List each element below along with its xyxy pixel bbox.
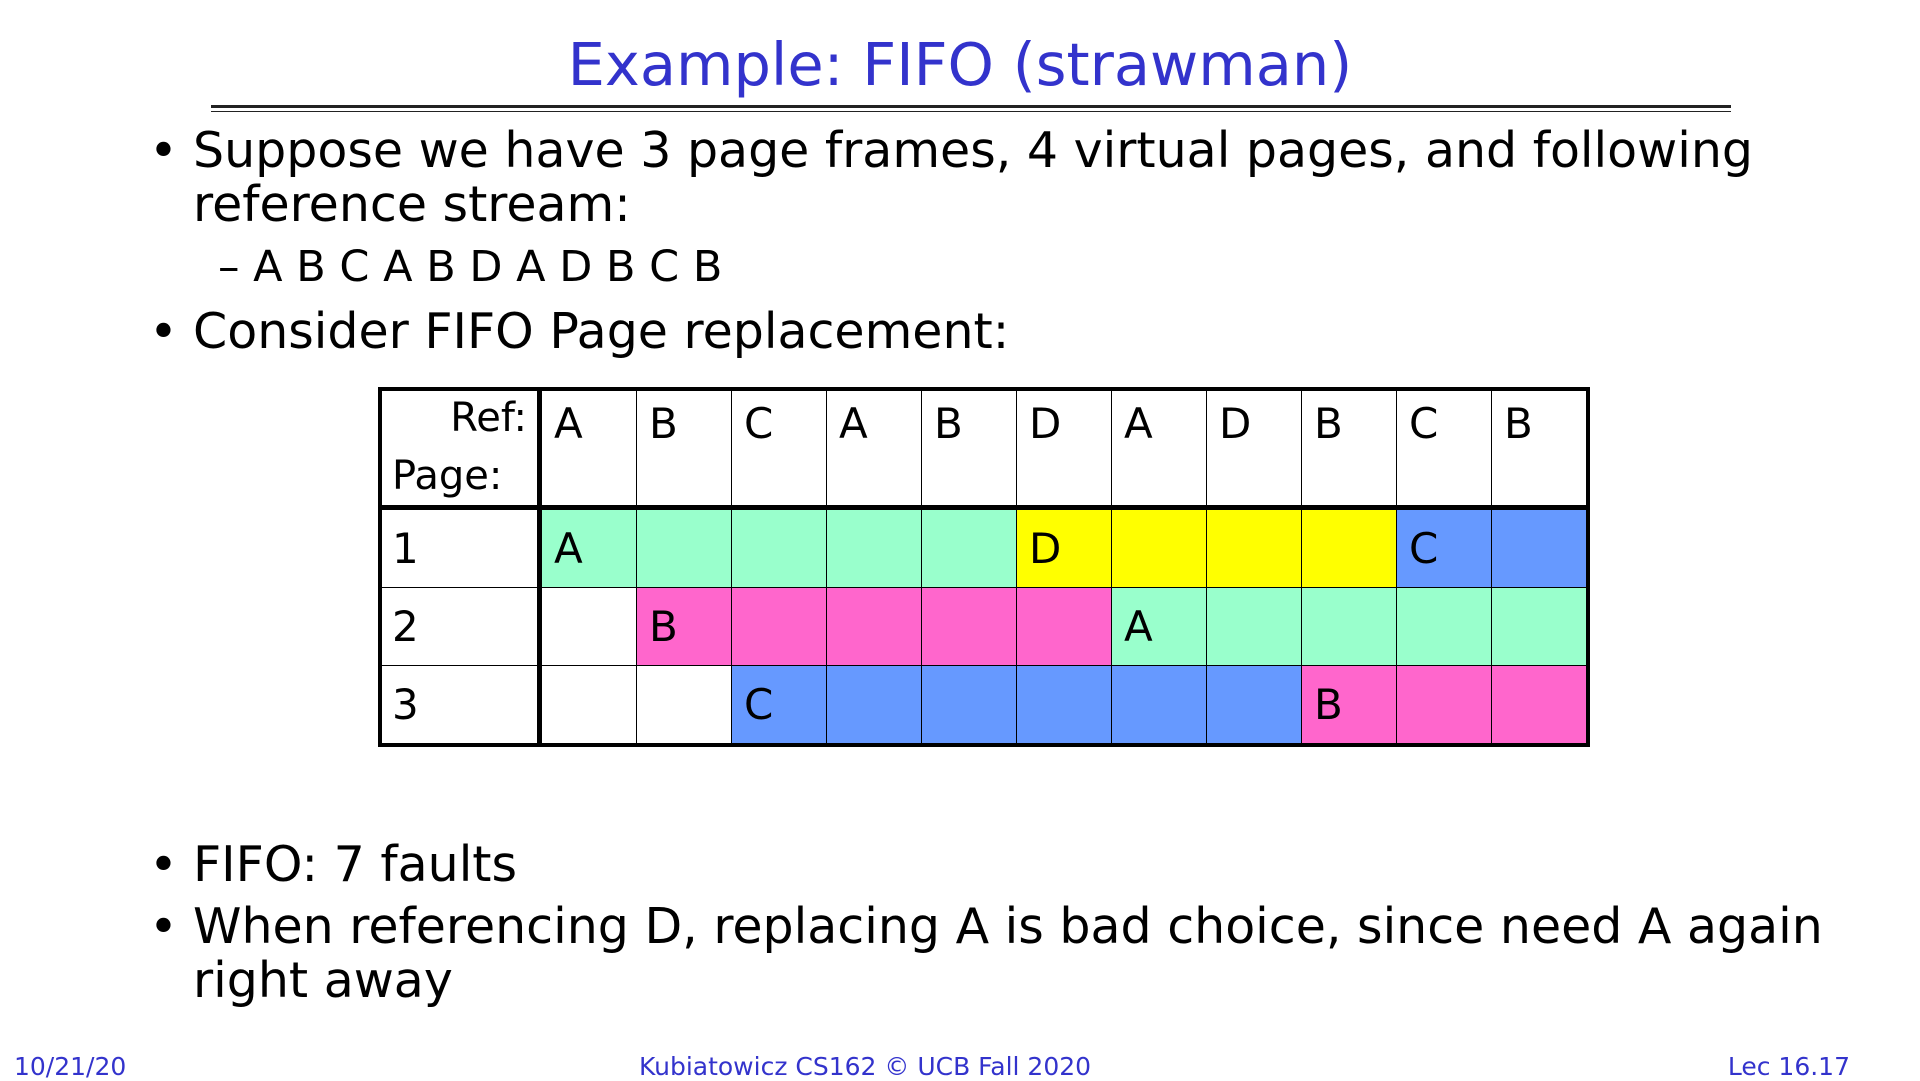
- frame-cell: [922, 588, 1017, 666]
- frame-cell: [1112, 666, 1207, 746]
- bullet-fifo-faults: [149, 836, 518, 893]
- frame-cell: [1017, 666, 1112, 746]
- frame-cell: C: [1397, 508, 1492, 588]
- frame-cell: [827, 508, 922, 588]
- frame-cell: [540, 666, 637, 746]
- frame-cell: D: [1017, 508, 1112, 588]
- table-header-row: [380, 389, 1588, 508]
- frame-cell: [922, 666, 1017, 746]
- frame-cell: A: [1112, 588, 1207, 666]
- table-row: [380, 508, 1588, 588]
- footer-course: Kubiatowicz CS162 © UCB Fall 2020: [638, 1052, 1092, 1081]
- frame-cell: [1492, 508, 1589, 588]
- frame-cell: [1302, 588, 1397, 666]
- frame-cell: A: [540, 508, 637, 588]
- ref-cell: A: [827, 389, 922, 508]
- bullet-page-frames: [149, 122, 1833, 233]
- frame-cell: [1302, 508, 1397, 588]
- bullet-bad-choice: [149, 898, 1920, 1009]
- ref-cell: A: [540, 389, 637, 508]
- ref-cell: C: [1397, 389, 1492, 508]
- ref-cell: A: [1112, 389, 1207, 508]
- header-label-cell: [380, 389, 540, 508]
- frame-cell: [1397, 588, 1492, 666]
- ref-cell: B: [922, 389, 1017, 508]
- bullet-text: When referencing D, replacing A is bad choice, since need A again right away: [193, 898, 1823, 1009]
- frame-cell: B: [1302, 666, 1397, 746]
- frame-cell: [1017, 588, 1112, 666]
- footer-lecture: Lec 16.17: [1727, 1052, 1850, 1081]
- frame-cell: [637, 666, 732, 746]
- reference-stream: – A B C A B D A D B C B: [218, 242, 723, 292]
- frame-cell: [1207, 508, 1302, 588]
- frame-cell: [1207, 666, 1302, 746]
- frame-label-cell: 2: [380, 588, 540, 666]
- frame-cell: [922, 508, 1017, 588]
- bullet-dot-icon: •: [149, 303, 178, 360]
- frame-cell: [827, 666, 922, 746]
- ref-cell: B: [1492, 389, 1589, 508]
- frame-cell: [1492, 666, 1589, 746]
- title-rule-thick: [211, 105, 1731, 108]
- bullet-dot-icon: •: [149, 836, 178, 893]
- frame-cell: [1492, 588, 1589, 666]
- ref-cell: B: [637, 389, 732, 508]
- frame-cell: [732, 588, 827, 666]
- frame-cell: [732, 508, 827, 588]
- frame-cell: [637, 508, 732, 588]
- fifo-table: [378, 387, 1590, 747]
- ref-cell: C: [732, 389, 827, 508]
- frame-cell: C: [732, 666, 827, 746]
- frame-cell: [540, 588, 637, 666]
- frame-cell: B: [637, 588, 732, 666]
- frame-cell: [1207, 588, 1302, 666]
- bullet-consider-fifo: [149, 303, 1010, 360]
- ref-cell: D: [1207, 389, 1302, 508]
- bullet-text: Consider FIFO Page replacement:: [193, 303, 1010, 360]
- frame-label-cell: 3: [380, 666, 540, 746]
- bullet-text: Suppose we have 3 page frames, 4 virtual pages, and following reference stream:: [193, 122, 1753, 233]
- footer-date: 10/21/20: [14, 1052, 127, 1081]
- frame-label-cell: 1: [380, 508, 540, 588]
- frame-cell: [1397, 666, 1492, 746]
- table-row: [380, 588, 1588, 666]
- bullet-dot-icon: •: [149, 898, 178, 955]
- ref-cell: B: [1302, 389, 1397, 508]
- bullet-text: FIFO: 7 faults: [193, 836, 518, 893]
- title-rule-thin: [211, 111, 1731, 112]
- bullet-dot-icon: •: [149, 122, 178, 179]
- frame-cell: [1112, 508, 1207, 588]
- ref-cell: D: [1017, 389, 1112, 508]
- slide-title: Example: FIFO (strawman): [567, 30, 1353, 99]
- frame-cell: [827, 588, 922, 666]
- page-label: Page:: [392, 453, 503, 499]
- table-row: [380, 666, 1588, 746]
- ref-label: Ref:: [450, 395, 527, 441]
